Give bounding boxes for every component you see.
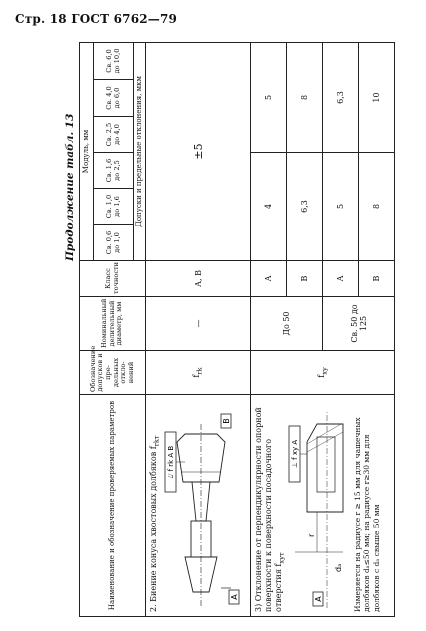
row3-value-4a: 8 <box>359 153 395 261</box>
continuation-label: Продолжение табл. 13 <box>64 113 76 261</box>
row3-nominal-2: Св. 50 до 125 <box>323 297 395 351</box>
row2-accuracy: А, В <box>146 261 251 297</box>
row3-value-3b: 6,3 <box>323 42 359 152</box>
cup-cutter-figure <box>287 402 351 612</box>
row3-designation: $f_{xy}$ <box>251 351 395 395</box>
row3-name-cell <box>251 395 395 617</box>
fig-label-b: В <box>221 418 231 424</box>
rotated-page <box>64 43 394 617</box>
header-module-1: Св. 0,6 до 1,0 <box>94 225 134 261</box>
table-row-2 <box>146 42 251 616</box>
header-module-group: Модуль, мм <box>80 42 94 260</box>
fig-label-r: r <box>306 533 316 537</box>
row3-note: Измеряется на радиусе r ≥ 15 мм для чашечных долбяков dₐ≤50 мм; на радиусе r≥30 мм для долбяков с dₐ свыше 50 мм <box>352 417 381 612</box>
fig3-tolerance-frame: ⊥ f xy А <box>290 439 299 469</box>
row3-name: 3) Отклонение от перпендикулярности опорной поверхности к поверхности посадочного отверстия $f_{хут}$ <box>254 407 286 612</box>
shank-cutter-figure <box>163 402 241 612</box>
row3-nominal-1: До 50 <box>251 297 323 351</box>
row3-value-2b: 8 <box>287 42 323 152</box>
row3-accuracy-3: А <box>323 261 359 297</box>
row3-value-1b: 5 <box>251 42 287 152</box>
header-module-6: Св. 6,0 до 10,0 <box>94 42 134 79</box>
fig-label-a: А <box>229 594 239 600</box>
fig3-label-a: А <box>313 596 323 602</box>
row3-accuracy-4: В <box>359 261 395 297</box>
header-nominal: Номинальный делительный диаметр, мм <box>80 297 146 351</box>
row2-designation: $f_{rk}$ <box>146 351 251 395</box>
header-module-3: Св. 1,6 до 2,5 <box>94 153 134 189</box>
fig-tolerance-frame: ⌰ f rk А В <box>166 445 175 479</box>
table-row-3a <box>251 42 287 616</box>
header-designation: Обозначение допусков и предельных отклонений <box>80 351 146 395</box>
page-header: Стр. 18 ГОСТ 6762—79 <box>15 12 178 26</box>
row3-accuracy-2: В <box>287 261 323 297</box>
header-module-2: Св. 1,0 до 1,6 <box>94 189 134 225</box>
row3-value-2a: 6,3 <box>287 153 323 261</box>
row2-name-cell <box>146 395 251 617</box>
row3-accuracy-1: А <box>251 261 287 297</box>
header-accuracy: Класс точности <box>80 261 146 297</box>
header-name: Наименование и обозначение проверяемых параметров <box>80 395 146 617</box>
row2-value: ±5 <box>146 42 251 260</box>
header-module-5: Св. 4,0 до 6,0 <box>94 80 134 117</box>
row3-value-3a: 5 <box>323 153 359 261</box>
fig-label-da: dₐ <box>333 563 343 572</box>
row3-value-4b: 10 <box>359 42 395 152</box>
rotated-content <box>64 43 394 617</box>
row3-value-1a: 4 <box>251 153 287 261</box>
row2-name: 2. Биение конуса хвостовых долбяков $f_{rkт}$ <box>149 435 161 612</box>
header-tolerance-group: Допуски и предельные отклонения, мкм <box>134 42 146 260</box>
header-module-4: Св. 2,5 до 4,0 <box>94 117 134 153</box>
row2-nominal: — <box>146 297 251 351</box>
tolerance-table <box>79 42 395 617</box>
